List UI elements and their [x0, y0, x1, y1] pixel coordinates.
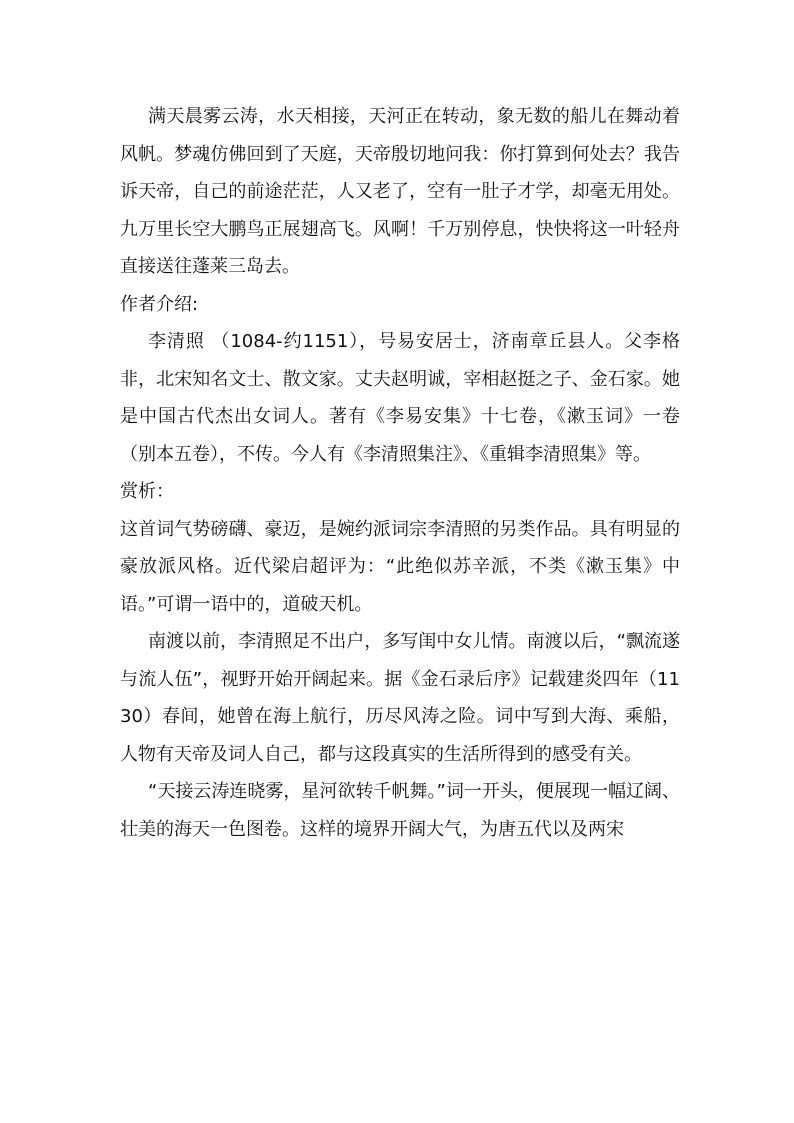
appreciation-paragraph-3: “天接云涛连晓雾，星河欲转千帆舞。”词一开头，便展现一幅辽阔、壮美的海天一色图卷。这样的境界开阔大气，为唐五代以及两宋 [120, 781, 680, 840]
appreciation-paragraph-2: 南渡以前，李清照足不出户，多写闺中女儿情。南渡以后，“飘流遂与流人伍”，视野开始开阔起来。据《金石录后序》记载建炎四年（1130）春间，她曾在海上航行，历尽风涛之险。词中写到大海、乘船，人物有天帝及词人自己，都与这段真实的生活所得到的感受有关。 [120, 631, 680, 765]
appreciation-heading: 赏析： [120, 481, 174, 502]
appreciation-paragraph-1: 这首词气势磅礴、豪迈，是婉约派词宗李清照的另类作品。具有明显的豪放派风格。近代梁启超评为：“此绝似苏辛派，不类《漱玉集》中语。”可谓一语中的，道破天机。 [120, 518, 680, 615]
author-heading: 作者介绍: [120, 293, 199, 315]
author-paragraph: 李清照 （1084-约1151），号易安居士，济南章丘县人。父李格非，北宋知名文士、散文家。丈夫赵明诚，宰相赵挺之子、金石家。她是中国古代杰出女词人。著有《李易安集》十七卷，《漱玉词》一卷（别本五卷），不传。今人有《李清照集注》、《重辑李清照集》等。 [120, 331, 680, 465]
translation-paragraph: 满天晨雾云涛，水天相接，天河正在转动，象无数的船儿在舞动着风帆。梦魂仿佛回到了天庭，天帝殷切地问我：你打算到何处去？我告诉天帝，自己的前途茫茫，人又老了，空有一肚子才学，却毫无用处。九万里长空大鹏鸟正展翅高飞。风啊！千万别停息，快快将这一叶轻舟直接送往蓬莱三岛去。 [120, 106, 680, 277]
document-page [120, 98, 680, 848]
